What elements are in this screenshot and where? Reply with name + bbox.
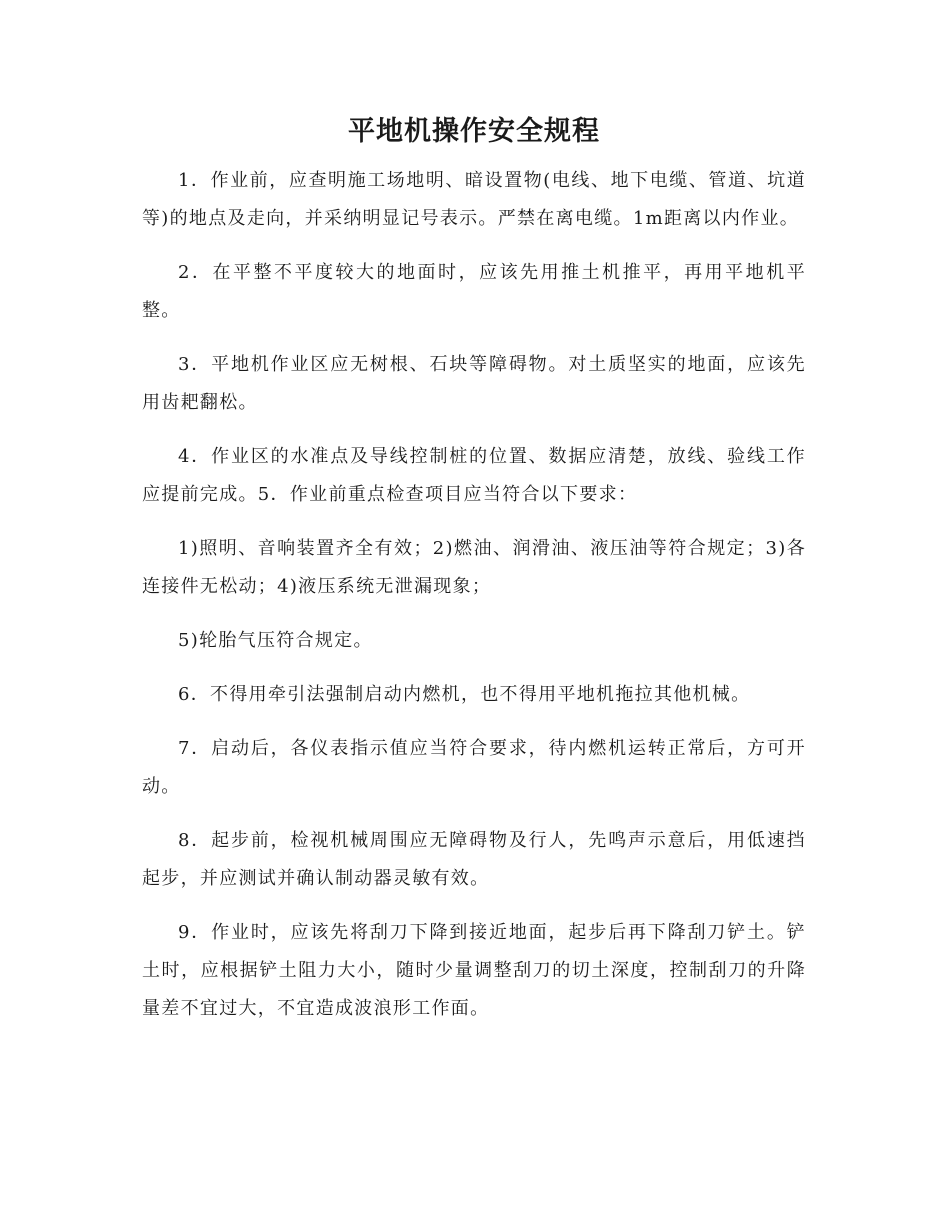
paragraph-3: 3．平地机作业区应无树根、石块等障碍物。对土质坚实的地面，应该先用齿耙翻松。 xyxy=(142,354,806,413)
paragraph-9: 9．作业时，应该先将刮刀下降到接近地面，起步后再下降刮刀铲土。铲土时，应根据铲土阻力大小，随时少量调整刮刀的切土深度，控制刮刀的升降量差不宜过大，不宜造成波浪形工作面。 xyxy=(142,922,806,1019)
paragraph-checklist-2: 5)轮胎气压符合规定。 xyxy=(178,630,373,651)
paragraph-4: 4．作业区的水准点及导线控制桩的位置、数据应清楚，放线、验线工作应提前完成。5．作业前重点检查项目应当符合以下要求： xyxy=(142,446,806,505)
paragraph-checklist-1: 1)照明、音响装置齐全有效；2)燃油、润滑油、液压油等符合规定；3)各连接件无松动；4)液压系统无泄漏现象； xyxy=(142,538,806,597)
paragraph-7: 7．启动后，各仪表指示值应当符合要求，待内燃机运转正常后，方可开动。 xyxy=(142,738,806,797)
paragraph-2: 2．在平整不平度较大的地面时，应该先用推土机推平，再用平地机平整。 xyxy=(142,262,806,321)
document-title: 平地机操作安全规程 xyxy=(348,116,600,147)
paragraph-1: 1．作业前，应查明施工场地明、暗设置物(电线、地下电缆、管道、坑道等)的地点及走向，并采纳明显记号表示。严禁在离电缆。1m距离以内作业。 xyxy=(142,170,806,229)
document-page xyxy=(142,112,806,1044)
paragraph-6: 6．不得用牵引法强制启动内燃机，也不得用平地机拖拉其他机械。 xyxy=(178,684,751,705)
paragraph-8: 8．起步前，检视机械周围应无障碍物及行人，先鸣声示意后，用低速挡起步，并应测试并确认制动器灵敏有效。 xyxy=(142,830,806,889)
